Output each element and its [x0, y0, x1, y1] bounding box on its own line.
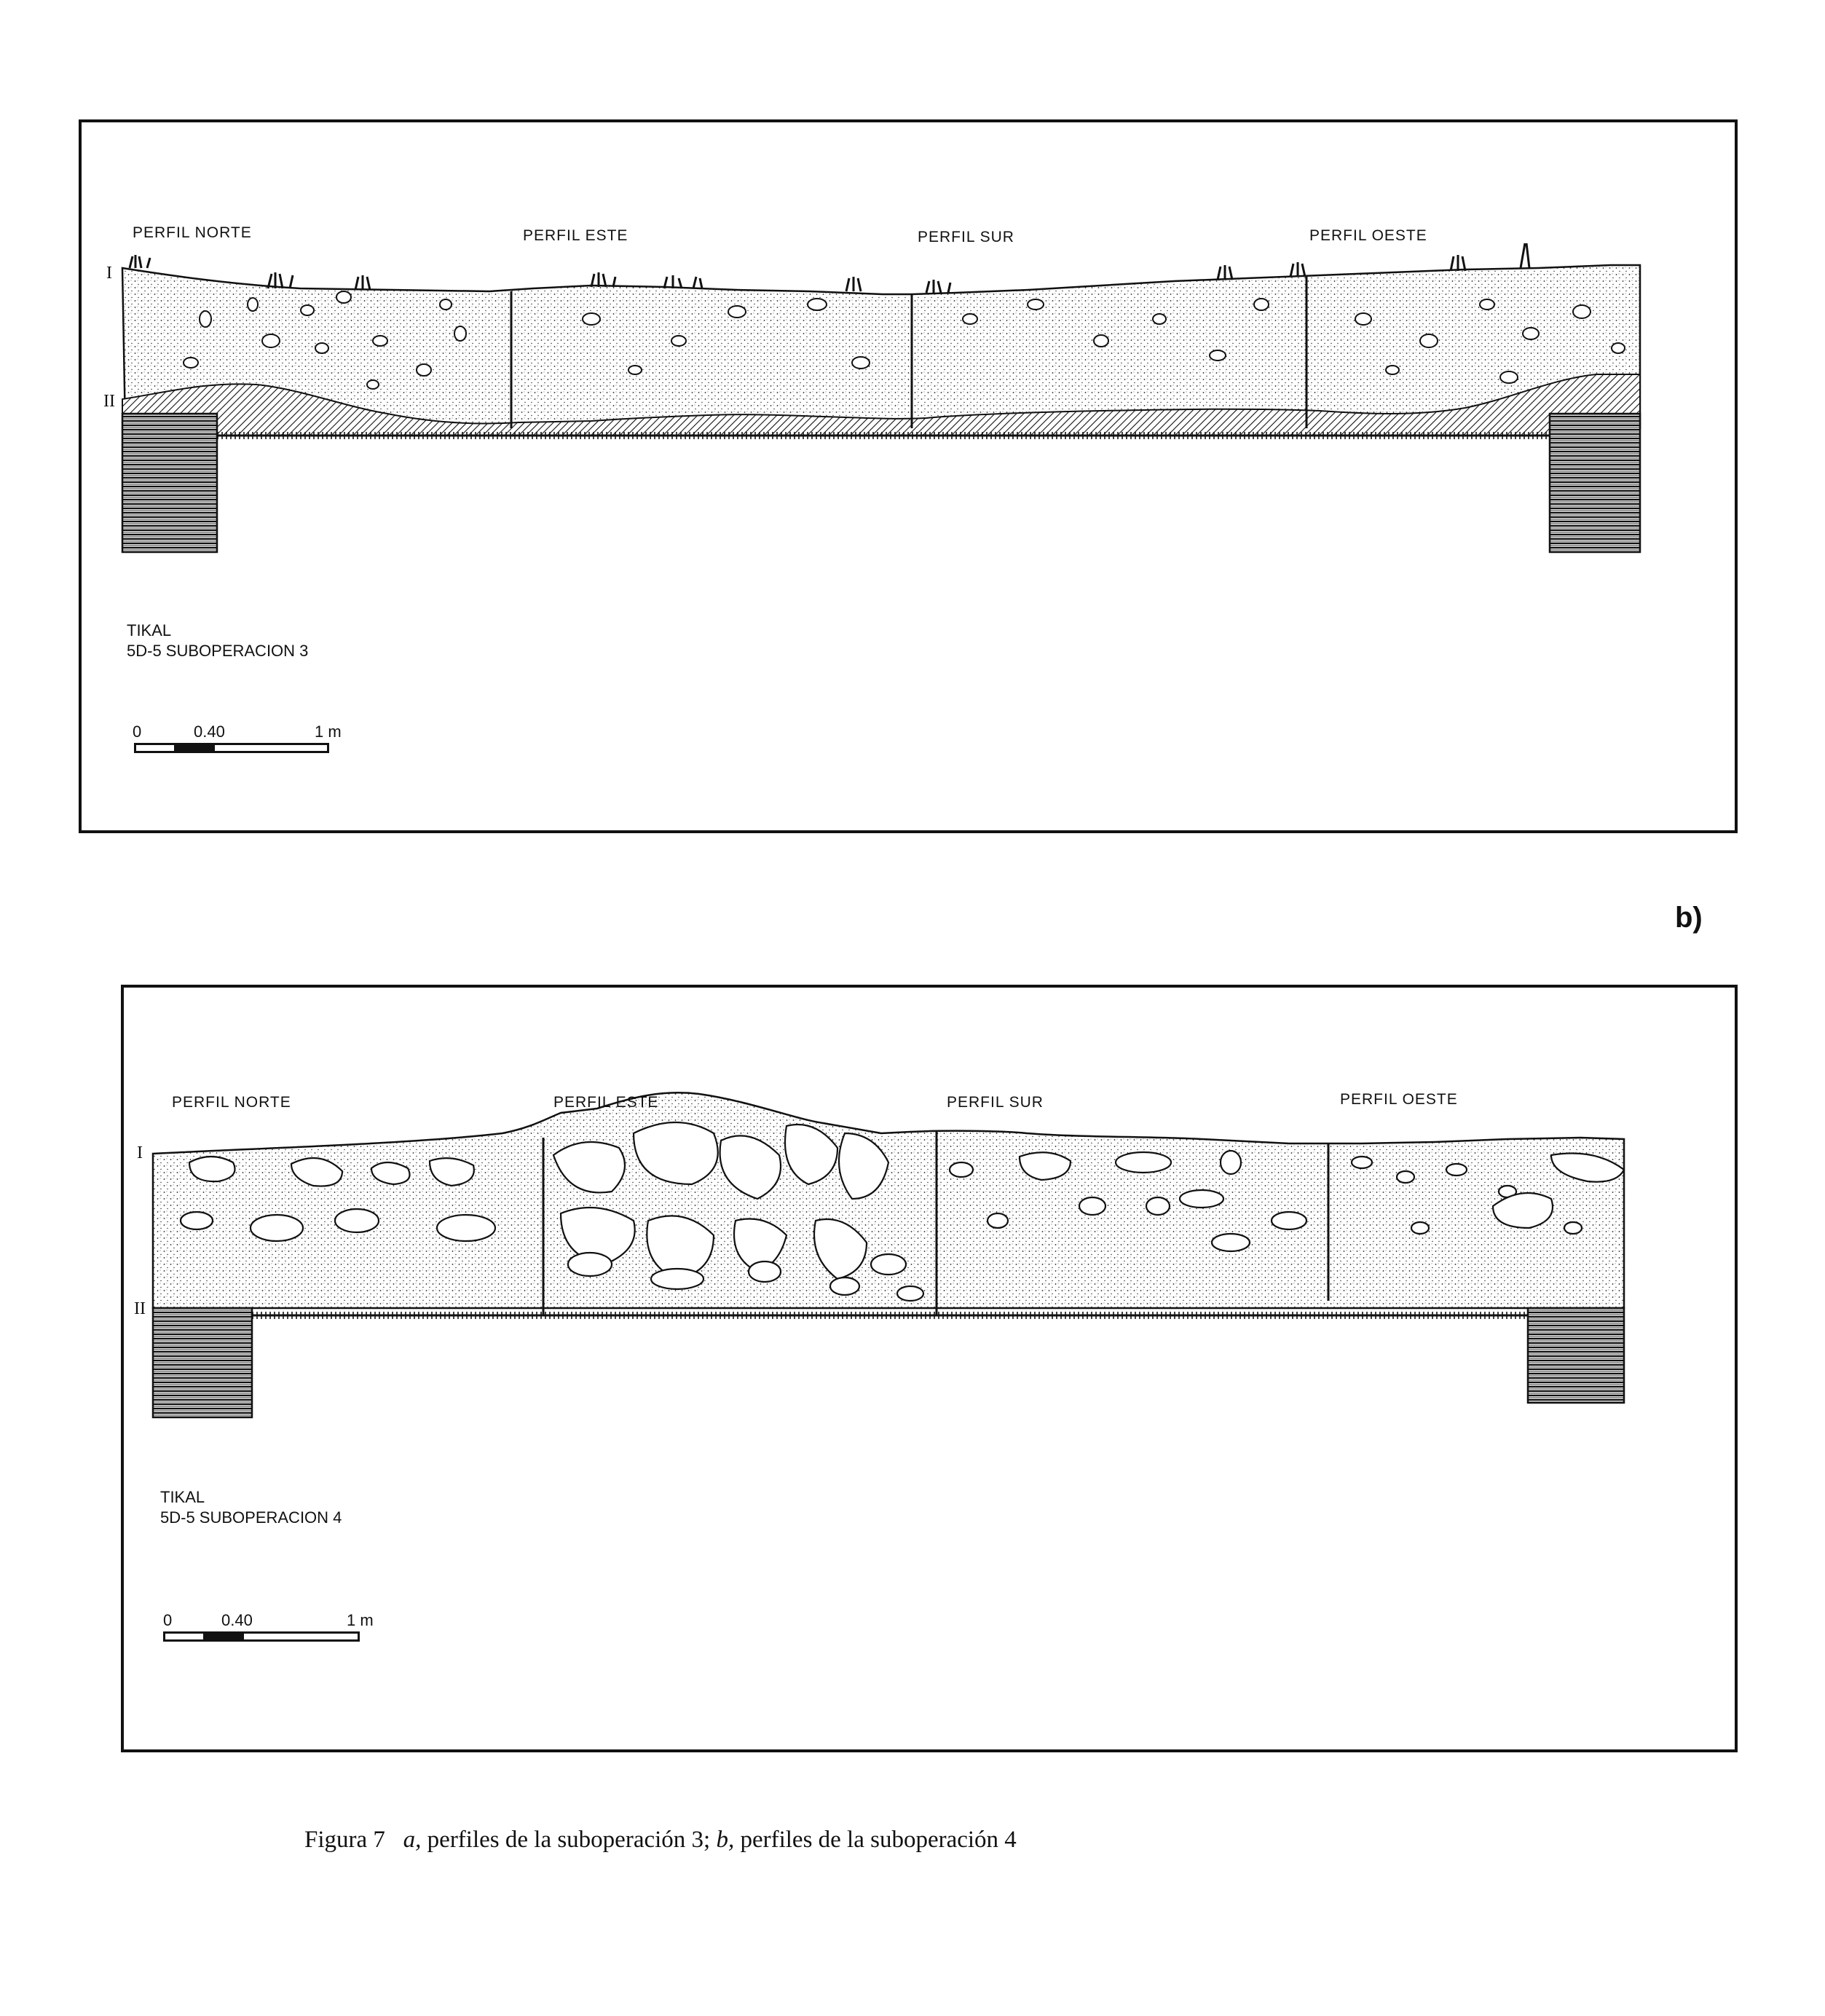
panel-b-scale-mid: 0.40: [221, 1611, 253, 1629]
panel-b-scale-zero: 0: [163, 1611, 173, 1629]
panel-a-profile-east: PERFIL ESTE: [523, 227, 628, 244]
profile-panel-a: [79, 119, 1738, 833]
panel-b-profile-east: PERFIL ESTE: [553, 1094, 659, 1111]
caption-a-letter: a,: [403, 1827, 422, 1853]
panel-a-layer-i-label: I: [106, 264, 112, 283]
panel-a-scale-mid: 0.40: [194, 722, 225, 741]
panel-b-layer-ii-label: II: [134, 1299, 146, 1318]
layer-i-fill: [122, 265, 1640, 428]
panel-a-scale-bar: [134, 743, 329, 753]
bedrock-right: [1550, 414, 1640, 552]
panel-a-profile-west: PERFIL OESTE: [1309, 227, 1427, 244]
panel-b-site-label: [160, 1487, 342, 1528]
panel-b-letter: b): [1675, 902, 1703, 934]
panel-a-profile-south: PERFIL SUR: [918, 229, 1014, 245]
caption-b-text: perfiles de la suboperación 4: [740, 1827, 1017, 1853]
panel-b-scale-bar: [163, 1631, 360, 1642]
caption-b-letter: b,: [716, 1827, 735, 1853]
panel-b-profile-north: PERFIL NORTE: [172, 1094, 291, 1111]
panel-a-scale-end: 1 m: [315, 722, 342, 741]
panel-a-layer-ii-label: II: [103, 392, 115, 411]
panel-b-profile-south: PERFIL SUR: [947, 1094, 1044, 1111]
profile-panel-b: [121, 985, 1738, 1752]
panel-b-suboperation: 5D-5 SUBOPERACION 4: [160, 1508, 342, 1527]
bedrock-left: [153, 1308, 252, 1417]
section-drawing-b: [124, 988, 1735, 1749]
bedrock-right: [1528, 1308, 1624, 1403]
bedrock-left: [122, 414, 217, 552]
panel-a-scale-zero: 0: [133, 722, 142, 741]
panel-b-scale-end: 1 m: [347, 1611, 374, 1629]
panel-b-layer-i-label: I: [137, 1143, 143, 1162]
panel-a-suboperation: 5D-5 SUBOPERACION 3: [127, 642, 309, 660]
caption-a-text: perfiles de la suboperación 3;: [427, 1827, 711, 1853]
panel-a-site-name: TIKAL: [127, 621, 172, 639]
panel-b-profile-west: PERFIL OESTE: [1340, 1091, 1458, 1108]
panel-b-site-name: TIKAL: [160, 1488, 205, 1506]
figure-caption: [304, 1827, 1017, 1854]
layer-i-fill: [153, 1092, 1624, 1308]
panel-a-site-label: [127, 621, 308, 661]
panel-a-profile-north: PERFIL NORTE: [133, 224, 252, 241]
caption-prefix: Figura 7: [304, 1827, 385, 1853]
